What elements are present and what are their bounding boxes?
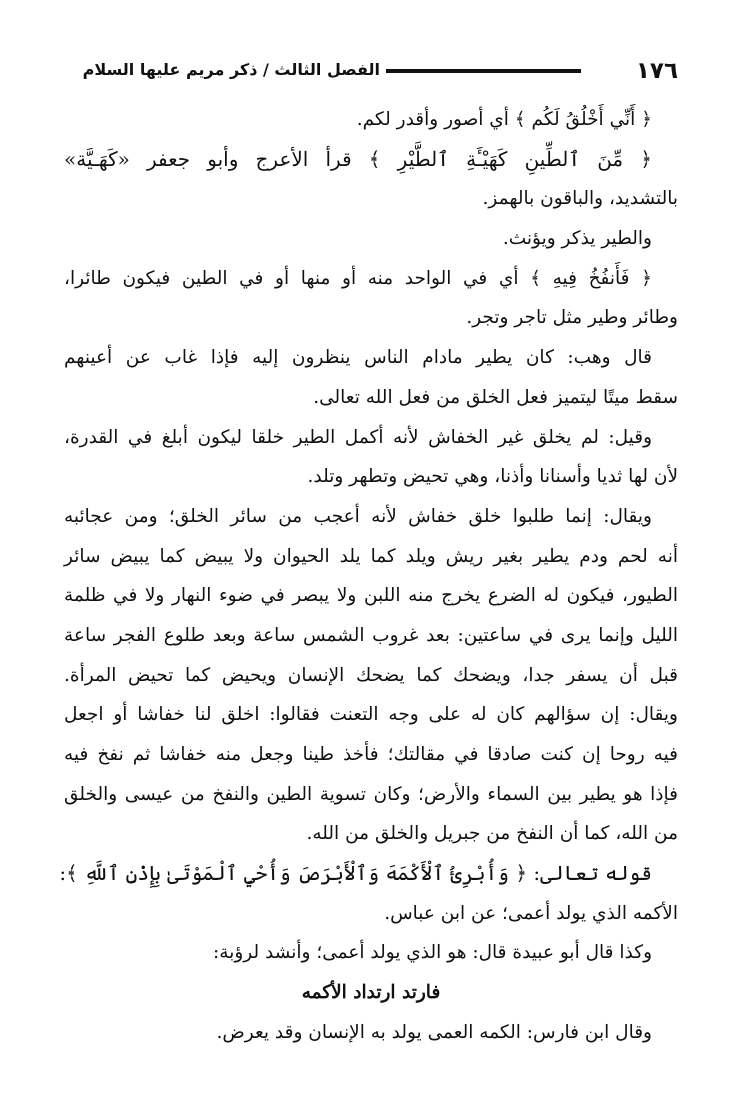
text-line: الأكمه الذي يولد أعمى؛ عن ابن عباس.	[384, 902, 678, 924]
text-line: وكذا قال أبو عبيدة قال: هو الذي يولد أعمى؛ وأنشد لرؤبة:	[213, 942, 652, 964]
text-line: ﴿ أَنِّي أَخْلُقُ لَكُم ﴾ أي أصور وأقدر لكم.	[356, 109, 652, 130]
chapter-title: الفصل الثالث / ذكر مريم عليها السلام	[82, 60, 380, 79]
text-line: ﴿ مِّنَ ٱلطِّينِ كَهَيْـَٔةِ ٱلطَّيْرِ ﴾ قرأ الأعرج وأبو جعفر «كَهَـيَّة»	[64, 146, 652, 171]
text-line: أنه لحم ودم يطير بغير ريش ويلد كما يلد الحيوان ولا يبيض كما يبيض سائر	[64, 545, 678, 567]
page-header	[70, 52, 678, 88]
text-line: قال وهب: كان يطير مادام الناس ينظرون إليه فإذا غاب عن أعينهم	[64, 347, 652, 369]
text-line: وطائر وطير مثل تاجر وتجر.	[466, 307, 678, 329]
text-line: فارتد ارتداد الأكمه	[301, 982, 441, 1004]
text-line: قوله تعالى: ﴿ وَأُبْرِئُ ٱلْأَكْمَهَ وَٱلْأَبْرَصَ وَأُحْيِ ٱلْمَوْتَىٰ بِإِذْنِ ٱللَّهِ ﴾:	[59, 861, 652, 886]
text-line: فإذا هو يطير بين السماء والأرض؛ وكان تسوية الطين والنفخ من عيسى والخلق	[64, 783, 678, 805]
text-line: الطيور، فيكون له الضرع يخرج منه اللبن ولا يبصر في ضوء النهار ولا في ظلمة	[64, 585, 678, 607]
text-line: ﴿ فَأَنفُخُ فِيهِ ﴾ أي في الواحد منه أو منها أو في الطين فيكون طائرا،	[64, 267, 652, 289]
text-line: والطير يذكر ويؤنث.	[502, 228, 652, 250]
body-text	[59, 100, 678, 1053]
text-line: ويقال: إنما طلبوا خلق خفاش لأنه أعجب من سائر الخلق؛ ومن عجائبه	[64, 505, 652, 527]
text-line: وقيل: لم يخلق غير الخفاش لأنه أكمل الطير خلقا ليكون أبلغ في القدرة،	[64, 426, 652, 448]
text-line: لأن لها ثديا وأسنانا وأذنا، وهي تحيض وتطهر وتلد.	[307, 466, 678, 488]
text-line: ويقال: إن سؤالهم كان له على وجه التعنت فقالوا: اخلق لنا خفاشا أو اجعل	[64, 704, 678, 726]
text-line: فيه روحا إن كنت صادقا في مقالتك؛ فأخذ طينا وجعل منه خفاشا ثم نفخ فيه	[64, 744, 678, 765]
text-line: وقال ابن فارس: الكمه العمى يولد به الإنسان وقد يعرض.	[216, 1021, 652, 1043]
text-line: سقط ميتًا ليتميز فعل الخلق من فعل الله تعالى.	[313, 386, 678, 408]
text-line: من الله، كما أن النفخ من جبريل والخلق من الله.	[306, 823, 678, 845]
page-number: ١٧٦	[635, 58, 678, 84]
header-rule	[386, 69, 581, 73]
text-line: بالتشديد، والباقون بالهمز.	[482, 188, 678, 210]
text-line: قبل أن يسفر جدا، ويضحك كما يضحك الإنسان ويحيض كما تحيض المرأة.	[64, 664, 678, 686]
text-line: الليل وإنما يرى في ساعتين: بعد غروب الشمس ساعة وبعد طلوع الفجر ساعة	[64, 624, 678, 646]
